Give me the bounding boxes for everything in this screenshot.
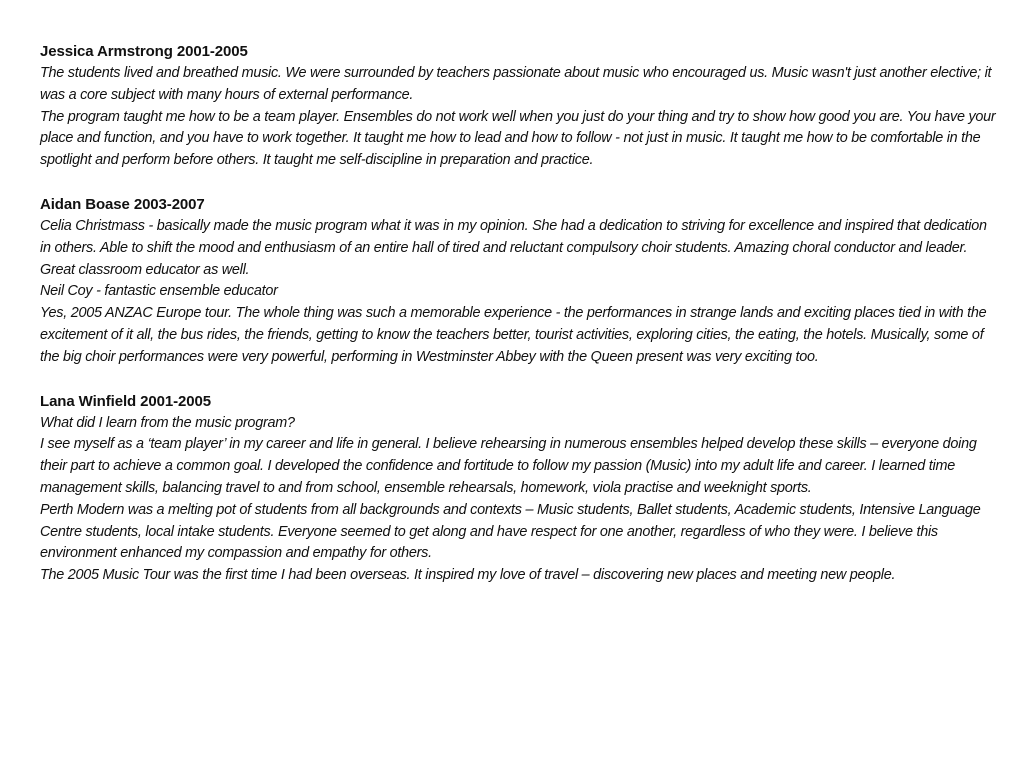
testimonial-paragraph: Perth Modern was a melting pot of students from all backgrounds and contexts – Music students, Ballet students, Academic students, Intensive Language Centre students, local intake students. Everyone seemed to get along and have respect for one another, regardless of who they were. I believe this environment enhanced my compassion and empathy for others. xyxy=(40,501,981,562)
testimonial-jessica-armstrong xyxy=(40,41,1000,172)
testimonial-lana-winfield xyxy=(40,391,1000,587)
testimonial-paragraph: The program taught me how to be a team player. Ensembles do not work well when you just do your thing and try to show how good you are. You have your place and function, and you have to work together. It taught me how to lead and how to follow - not just in music. It taught me how to be comfortable in the spotlight and perform before others. It taught me self-discipline in preparation and practice. xyxy=(40,108,996,169)
testimonial-heading: Jessica Armstrong 2001-2005 xyxy=(40,43,248,60)
testimonial-heading: Aidan Boase 2003-2007 xyxy=(40,195,205,213)
testimonial-aidan-boase xyxy=(40,194,1000,369)
testimonial-paragraph: The 2005 Music Tour was the first time I had been overseas. It inspired my love of travel – discovering new places and meeting new people. xyxy=(40,567,896,584)
testimonial-paragraph: The students lived and breathed music. We were surrounded by teachers passionate about music who encouraged us. Music wasn't just another elective; it was a core subject with many hours of external performance. xyxy=(40,65,992,103)
testimonial-heading: Lana Winfield 2001-2005 xyxy=(40,392,211,410)
testimonial-paragraph: What did I learn from the music program? xyxy=(40,414,295,431)
testimonial-paragraph: Neil Coy - fantastic ensemble educator xyxy=(40,283,278,300)
testimonial-paragraph: I see myself as a ‘team player’ in my career and life in general. I believe rehearsing in numerous ensembles helped develop these skills – everyone doing their part to achieve a common goal. I developed the confidence and fortitude to follow my passion (Music) into my adult life and career. I learned time management skills, balancing travel to and from school, ensemble rehearsals, homework, viola practise and weeknight sports. xyxy=(40,436,977,496)
document-page xyxy=(40,41,1000,609)
testimonial-paragraph: Celia Christmass - basically made the music program what it was in my opinion. She had a dedication to striving for excellence and inspired that dedication in others. Able to shift the mood and enthusiasm of an entire hall of tired and reluctant compulsory choir students. Amazing choral conductor and leader. Great classroom educator as well. xyxy=(40,217,987,278)
testimonial-paragraph: Yes, 2005 ANZAC Europe tour. The whole thing was such a memorable experience - the performances in strange lands and exciting places tied in with the excitement of it all, the bus rides, the friends, getting to know the teachers better, tourist activities, exploring cities, the eating, the hotels. Musically, some of the big choir performances were very powerful, performing in Westminster Abbey with the Queen present was very exciting too. xyxy=(40,305,987,365)
